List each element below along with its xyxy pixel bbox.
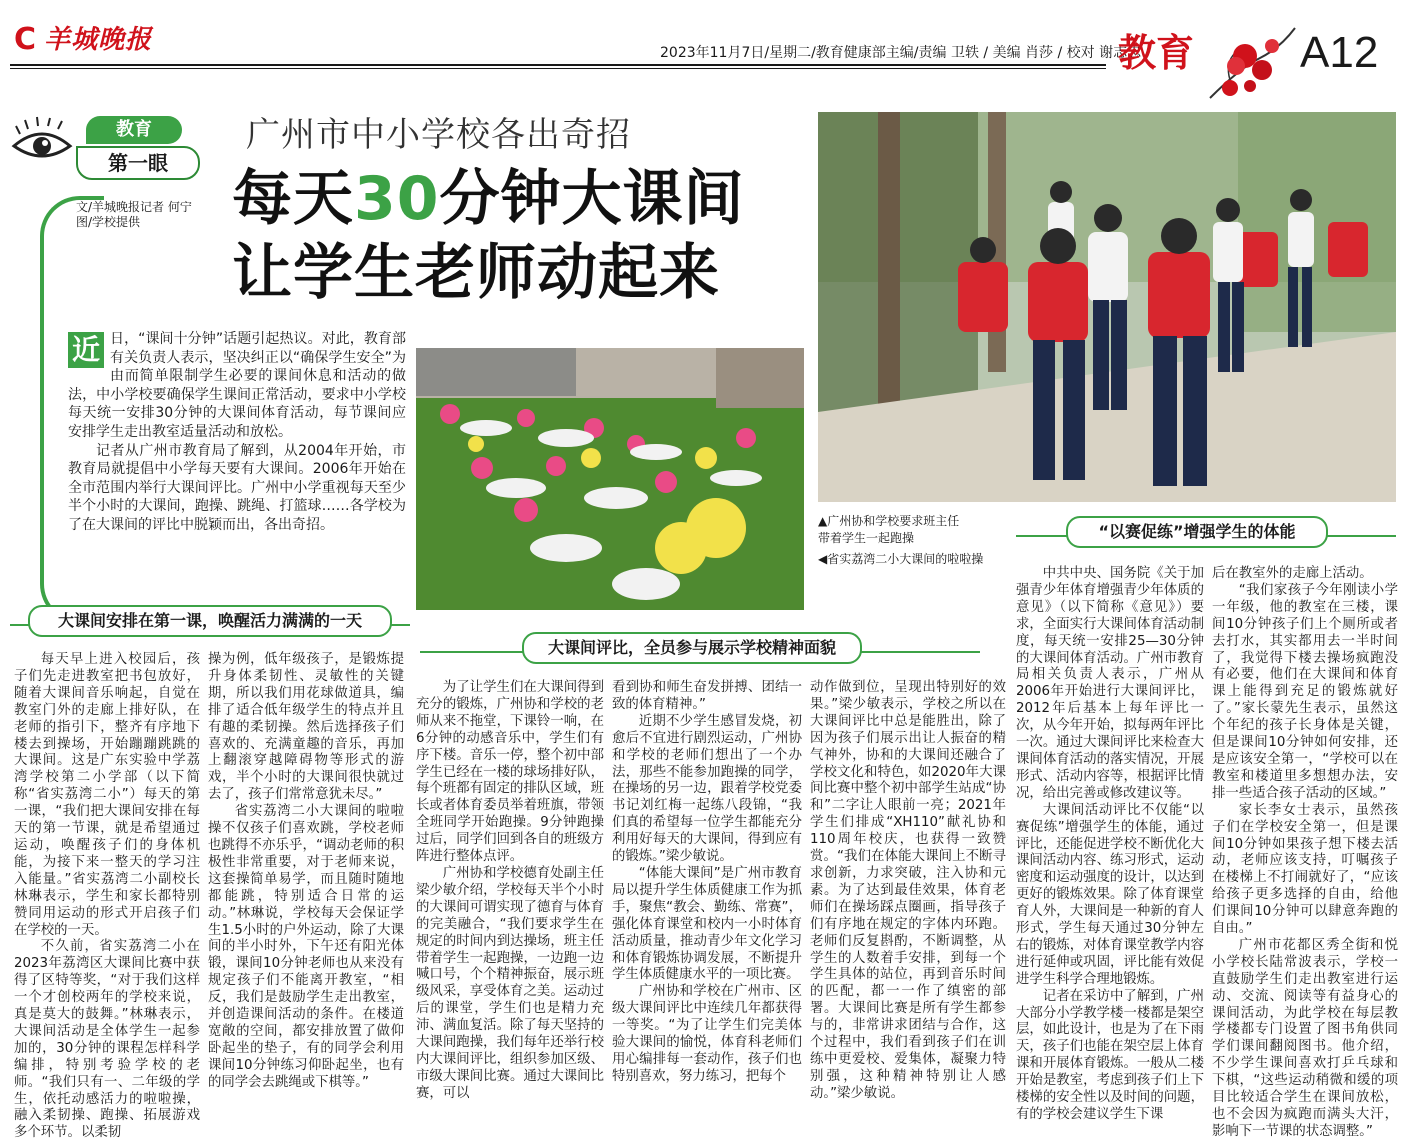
header-rule-thin [10,68,1106,69]
headline-text: 分钟大课间 [439,164,745,234]
paragraph: 广州协和学校在广州市、区级大课间评比中连续几年都获得一等奖。“为了让学生们完美体验大课间的愉悦，体育科老师们用心编排每一套动作，孩子们也特别喜欢，努力练习，把每个 [612,984,802,1084]
headline-text: 每天 [232,164,354,234]
header-rule [10,64,1106,66]
paragraph: “我们家孩子今年刚读小学一年级，他的教室在三楼，课间10分钟孩子们上个厕所或者去打水，其实都用去一半时间了，我觉得下楼去操场疯跑没有必要，他们在大课间和体育课上能得到充足的锻炼就好了。”家长蒙先生表示，虽然这个年纪的孩子长身体是关键，但是课间10分钟如何安排，还是应该安全第一，“学校可以在教室和楼道里多想想办法，安排一些适合孩子活动的区域。” [1212,582,1398,801]
paragraph: 省实荔湾二小大课间的啦啦操不仅孩子们喜欢跳，学校老师也跳得不亦乐乎，“调动老师的积极性非常重要，对于老师来说，这套操简单易学，而且随时随地都能跳，特别适合日常的运动。”林琳说，学校每天会保证学生1.5小时的户外运动，除了大课间的半小时外，下午还有阳光体锻，课间10分钟老师也从来没有规定孩子们不能离开教室，“相反，我们是鼓励学生走出教室，并创造课间活动的条件。在楼道宽敞的空间，都安排放置了做仰卧起坐的垫子，有的同学会利用课间10分钟练习仰卧起坐，也有的同学会去跳绳或下棋等。” [208,804,404,1090]
section-heading: “以赛促练”增强学生的体能 [1066,516,1328,548]
article-column [1016,566,1204,1122]
section-heading: 大课间安排在第一课，唤醒活力满满的一天 [28,605,392,637]
newspaper-logo [14,20,194,60]
logo-text: 羊城晚报 [44,25,153,55]
column-badge [10,112,210,182]
paragraph: 操为例，低年级孩子，是锻炼提升身体柔韧性、灵敏性的关键期，所以我们用花球做道具，编排了适合低年级学生的特点并且有趣的柔韧操。然后选择孩子们喜欢的、充满童趣的音乐，再加上翻滚穿越障碍物等形式的游戏，半个小时的大课间很快就过去了，孩子们常常意犹未尽。” [208,652,404,803]
running-students-photo [818,112,1396,502]
lead-paragraph [68,330,406,535]
badge-label-bottom: 第一眼 [76,146,200,180]
paragraph: “体能大课间”是广州市教育局以提升学生体质健康工作为抓手，聚焦“教会、勤练、常赛”，强化体育课堂和校内一小时体育活动质量，推动青少年文化学习和体育锻炼协调发展，不断提升学生体质健康水平的一项比赛。 [612,865,802,983]
paragraph: 动作做到位，呈现出特别好的效果。”梁少敏表示，学校之所以在大课间评比中总是能胜出，除了因为孩子们展示出让人振奋的精气神外，协和的大课间还融合了学校文化和特色，如2020年大课间比赛中整个初中部学生站成“协和”二字让人眼前一亮；2021年学生们排成“XH110”献礼协和110周年校庆，也获得一致赞赏。“我们在体能大课间上不断寻求创新，力求突破，注入协和元素。为了达到最佳效果，体育老师们在操场踩点圈画，指导孩子们有序地在规定的字体内环跑。老师们反复斟酌，不断调整，从学生的人数着手安排，到每一个学生具体的站位，再到音乐时间的匹配，都一一作了缜密的部署。大课间比赛是所有学生都参与的，非常讲求团结与合作，这个过程中，我们看到孩子们在训练中更爱校、爱集体，凝聚力特别强，这种精神特别让人感动。”梁少敏说。 [810,680,1006,1101]
paragraph: 广州协和学校德育处副主任梁少敏介绍，学校每天半个小时的大课间可谓实现了德育与体育的完美融合，“我们要求学生在规定的时间内到达操场，班主任带着学生一起跑操，一边跑一边喊口号，个个精神振奋，展示班级风采，享受体育之美。运动过后的课堂，学生们也是精力充沛、满血复活。除了每天坚持的大课间跑操，我们每年还举行校内大课间评比，组织参加区级、市级大课间比赛。通过大课间比赛，可以 [416,865,604,1101]
kapok-flower-icon [1200,18,1300,108]
lead-p1 [68,330,406,442]
paragraph: 每天早上进入校园后，孩子们先走进教室把书包放好，随着大课间音乐响起，自觉在教室门外的走廊上排好队，在老师的指引下，整齐有序地下楼去到操场，开始蹦蹦跳跳的大课间。这是广东实验中学荔湾学校第二小学部（以下简称“省实荔湾二小”）每天的第一课，“我们把大课间安排在每天的第一节课，就是希望通过运动，唤醒孩子们的身体机能，为接下来一整天的学习注入能量。”省实荔湾二小副校长林琳表示，学生和家长都特别赞同用运动的形式开启孩子们在学校的一天。 [14,652,200,938]
headline-line-1 [232,164,745,234]
article-column [612,680,802,1084]
logo-swoosh-icon: C [14,22,37,57]
photo-caption: ◀省实荔湾二小大课间的啦啦操 [818,552,984,566]
photo-caption: 带着学生一起跑操 [818,531,915,545]
drop-cap: 近 [68,332,104,368]
paragraph: 为了让学生们在大课间得到充分的锻炼，广州协和学校的老师从来不拖堂，下课铃一响，在6分钟的动感音乐中，学生们有序下楼。音乐一停，整个初中部学生已经在一楼的球场排好队，每个班都有固定的排队区域，班长或者体育委员举着班旗，带领全班同学开始跑操。9分钟跑操过后，同学们回到各自的班级方阵进行整体点评。 [416,680,604,865]
byline-photo: 图/学校提供 [76,215,141,229]
paragraph: 记者在采访中了解到，广州大部分小学教学楼一楼都是架空层，如此设计，也是为了在下雨天，孩子们也能在架空层上体育课和开展体育锻炼。一般从二楼开始是教室，考虑到孩子们上下楼梯的安全性以及时间的问题，有的学校会建议学生下课 [1016,988,1204,1122]
paragraph: 家长李女士表示，虽然孩子们在学校安全第一，但是课间10分钟如果孩子想下楼去活动，老师应该支持，叮嘱孩子在楼梯上不打闹就好了，“应该给孩子更多选择的自由，给他们课间10分钟可以肆意奔跑的自由。” [1212,802,1398,937]
eye-icon [10,116,74,172]
photo-caption: ▲广州协和学校要求班主任 [818,514,960,528]
paragraph: 广州市花都区秀全街和悦小学校长陆常波表示，学校一直鼓励学生们走出教室进行运动、交流、阅读等有益身心的课间活动，为此学校在每层教学楼都专门设置了图书角供同学们课间翻阅图书。他介绍，不少学生课间喜欢打乒乓球和下棋，“这些运动稍微和缓的项目比较适合学生在课间放松，也不会因为疯跑而满头大汗，影响下一节课的状态调整。” [1212,937,1398,1139]
article-column [1212,566,1398,1139]
paragraph: 中共中央、国务院《关于加强青少年体育增强青少年体质的意见》（以下简称《意见》）要求，全面实行大课间体育活动制度，每天统一安排25—30分钟的大课间体育活动。广州市教育局相关负责人表示，广州从2006年开始进行大课间评比，2012年后基本上每年评比一次，从今年开始，拟每两年评比一次。通过大课间评比来检查大课间体育活动的落实情况，开展形式、活动内容等，根据评比情况，给出完善或修改建议等。 [1016,566,1204,801]
badge-label-top: 教育 [86,116,182,144]
section-title: 教育 [1118,31,1195,75]
headline-line-2: 让学生老师动起来 [232,238,720,308]
article-column [14,652,200,1141]
paragraph: 不久前，省实荔湾二小在2023年荔湾区大课间比赛中获得了区特等奖，“对于我们这样一个才创校两年的学校来说，真是莫大的鼓舞。”林琳表示，大课间活动是全体学生一起参加的，30分钟的课程怎样科学编排，特别考验学校的老师。“我们只有一、二年级的学生，依托动感活力的啦啦操，融入柔韧操、跑操、拓展游戏多个环节。以柔韧 [14,939,200,1141]
paragraph: 后在教室外的走廊上活动。 [1212,566,1373,581]
article-column [416,680,604,1101]
byline-author: 文/羊城晚报记者 何宁 [76,200,192,214]
lead-p2: 记者从广州市教育局了解到，从2004年开始，市教育局就提倡中小学每天要有大课间。2006年开始在全市范围内举行大课间评比。广州中小学重视每天至少半个小时的大课间，跑操、跳绳、打篮球……各学校为了在大课间的评比中脱颖而出，各出奇招。 [68,442,406,533]
section-heading: 大课间评比，全员参与展示学校精神面貌 [522,632,862,664]
article-column [208,652,404,1090]
cheerleading-photo [416,348,804,610]
issue-meta: 2023年11月7日/星期二/教育健康部主编/责编 卫轶 / 美编 肖莎 / 校对 谢志忠 [660,45,1142,61]
paragraph: 大课间活动评比不仅能“以赛促练”增强学生的体能，通过评比，还能促进学校不断优化大课间活动内容、练习形式，运动密度和运动强度的设计，以达到更好的锻炼效果。除了体育课堂育人外，大课间是一种新的育人形式，学生每天通过30分钟左右的锻炼，对体育课堂教学内容进行延伸或巩固，评比能有效促进学生科学合理地锻炼。 [1016,802,1204,987]
headline-number: 30 [354,164,440,234]
article-column [810,680,1006,1101]
headline-kicker: 广州市中小学校各出奇招 [246,115,631,155]
page-number: A12 [1300,28,1379,77]
lead-text: 日，“课间十分钟”话题引起热议。对此，教育部有关负责人表示，坚决纠正以“确保学生安全”为由而简单限制学生必要的课间休息和活动的做法，中小学校要确保学生课间正常活动，要求中小学校每天统一安排30分钟的大课间体育活动，每节课间应安排学生走出教室适量活动和放松。 [68,331,406,440]
paragraph: 近期不少学生感冒发烧，初愈后不宜进行剧烈运动，广州协和学校的老师们想出了一个办法，那些不能参加跑操的同学，在操场的另一边，跟着学校党委书记刘红梅一起练八段锦，“我们真的希望每一位学生都能充分利用好每天的大课间，得到应有的锻炼。”梁少敏说。 [612,713,802,865]
paragraph: 看到协和师生奋发拼搏、团结一致的体育精神。” [612,680,802,712]
